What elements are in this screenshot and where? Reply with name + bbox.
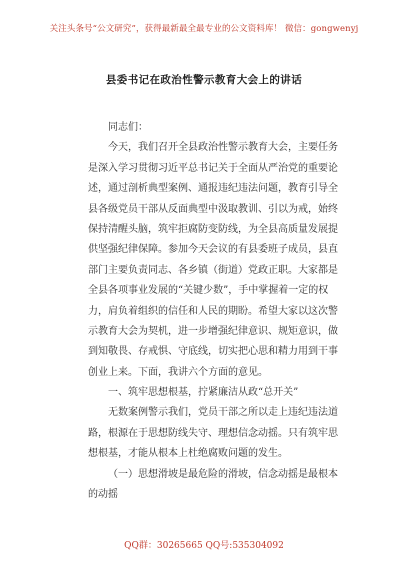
promo-banner: 关注头条号“公文研究”，获得最新最全最专业的公文资料库！ 微信：gongwenyj [49,24,359,34]
document-line: 供坚强纪律保障。参加今天会议的有县委班子成员，县直 [88,244,338,256]
document-line: 的动摇 [88,489,118,501]
document-title: 县委书记在政治性警示教育大会上的讲话 [105,74,303,86]
document-line: 想根基，才能从根本上杜绝腐败问题的发生。 [88,448,288,460]
document-line: 力，肩负着组织的信任和人民的期盼。希望大家以这次警 [88,305,338,317]
document-line: 述，通过剖析典型案例、通报违纪违法问题，教育引导全 [88,183,338,195]
document-line: 部门主要负责同志、各乡镇（街道）党政正职。大家都是 [88,264,338,276]
document-line: （一）思想滑坡是最危险的滑坡，信念动摇是最根本 [108,468,338,480]
document-body [88,118,336,505]
document-line: 县各级党员干部从反面典型中汲取教训、引以为戒，始终 [88,203,338,215]
document-line: 到知敬畏、存戒惧、守底线，切实把心思和精力用到干事 [88,346,338,358]
document-line: 创业上来。下面，我讲六个方面的意见。 [88,366,268,378]
document-line: 保持清醒头脑，筑牢拒腐防变防线，为全县高质量发展提 [88,223,338,235]
document-line: 是深入学习贯彻习近平总书记关于全面从严治党的重要论 [88,162,338,174]
document-line: 全县各项事业发展的“关键少数”，手中掌握着一定的权 [88,285,329,297]
document-line: 一、筑牢思想根基，拧紧廉洁从政“总开关” [108,387,299,399]
document-line: 同志们： [108,122,148,133]
document-line: 无数案例警示我们，党员干部之所以走上违纪违法道 [108,407,338,419]
footer-contact: QQ群：30265665 QQ号:535304092 [124,541,284,551]
document-line: 路，根源在于思想防线失守、理想信念动摇。只有筑牢思 [88,427,338,439]
document-line: 示教育大会为契机，进一步增强纪律意识、规矩意识，做 [88,325,338,337]
document-line: 今天，我们召开全县政治性警示教育大会，主要任务 [108,142,338,154]
